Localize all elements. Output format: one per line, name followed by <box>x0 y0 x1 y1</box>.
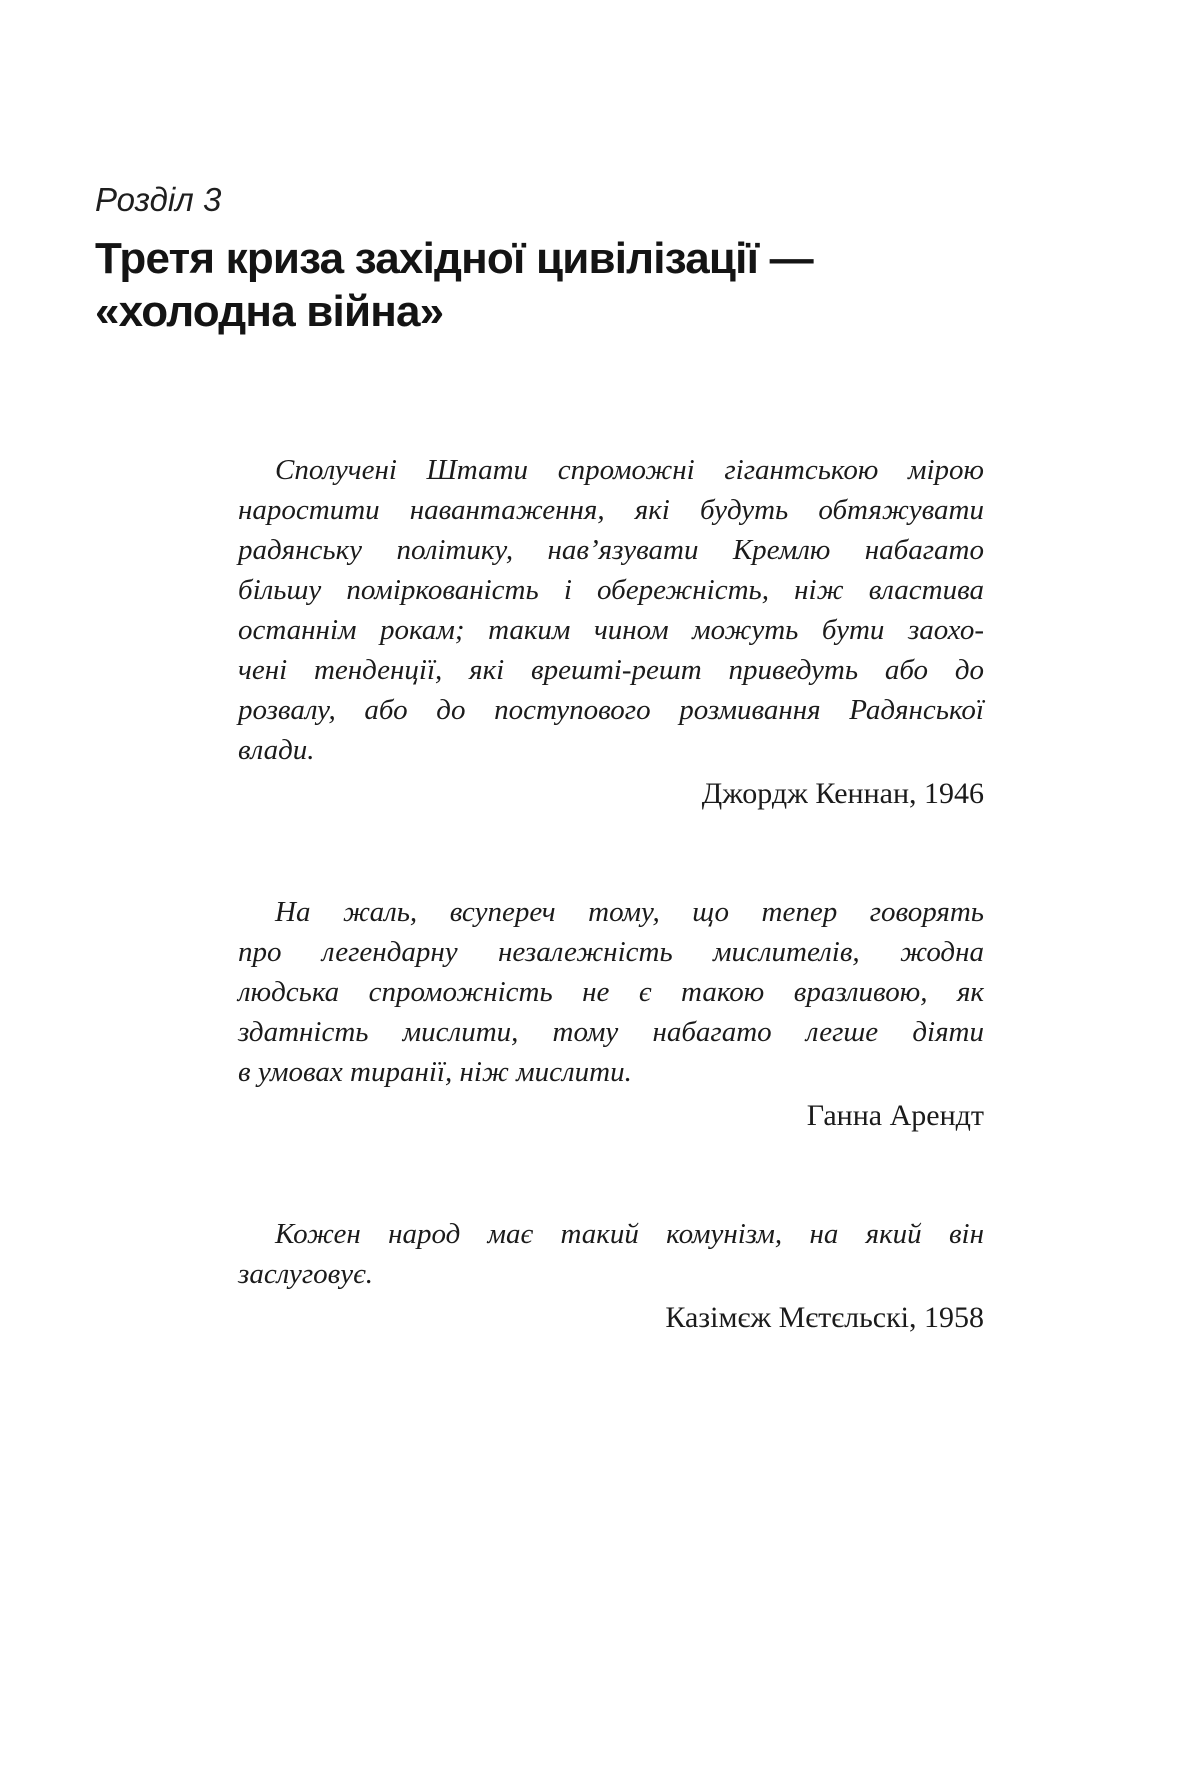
quote-attribution: Казімєж Мєтєльскі, 1958 <box>665 1301 984 1334</box>
quote-line: Сполучені Штати спроможні гігантською мірою <box>275 454 984 486</box>
quote-line: людська спроможність не є такою вразливою, як <box>238 976 984 1008</box>
quote-line: останнім рокам; таким чином можуть бути заохо- <box>238 614 984 646</box>
epigraph-quote <box>238 1214 984 1338</box>
chapter-title-line-1: Третя криза західної цивілізації — <box>95 234 813 283</box>
chapter-title-line-2: «холодна війна» <box>95 287 444 336</box>
quote-line: влади. <box>238 734 315 766</box>
quote-line: про легендарну незалежність мислителів, жодна <box>238 936 984 968</box>
quote-line: Кожен народ має такий комунізм, на який він <box>275 1218 984 1250</box>
quote-line: більшу поміркованість і обережність, ніж властива <box>238 574 984 606</box>
epigraphs-section <box>238 450 984 1338</box>
epigraph-quote <box>238 450 984 814</box>
chapter-number: Розділ 3 <box>95 181 222 218</box>
quote-attribution: Ганна Арендт <box>806 1099 984 1132</box>
quote-line: чені тенденції, які врешті-решт приведуть або до <box>238 654 984 686</box>
quote-line: розвалу, або до поступового розмивання Радянської <box>238 694 984 726</box>
epigraph-quote <box>238 892 984 1136</box>
quote-line: здатність мислити, тому набагато легше діяти <box>238 1016 984 1048</box>
quote-line: радянську політику, нав’язувати Кремлю набагато <box>238 534 984 566</box>
quote-line: в умовах тиранії, ніж мислити. <box>238 1056 632 1088</box>
quote-line: наростити навантаження, які будуть обтяжувати <box>238 494 984 526</box>
quote-attribution: Джордж Кеннан, 1946 <box>701 777 984 810</box>
chapter-title <box>95 232 1087 338</box>
quote-line: заслуговує. <box>238 1258 373 1290</box>
quote-line: На жаль, всупереч тому, що тепер говорять <box>275 896 984 928</box>
